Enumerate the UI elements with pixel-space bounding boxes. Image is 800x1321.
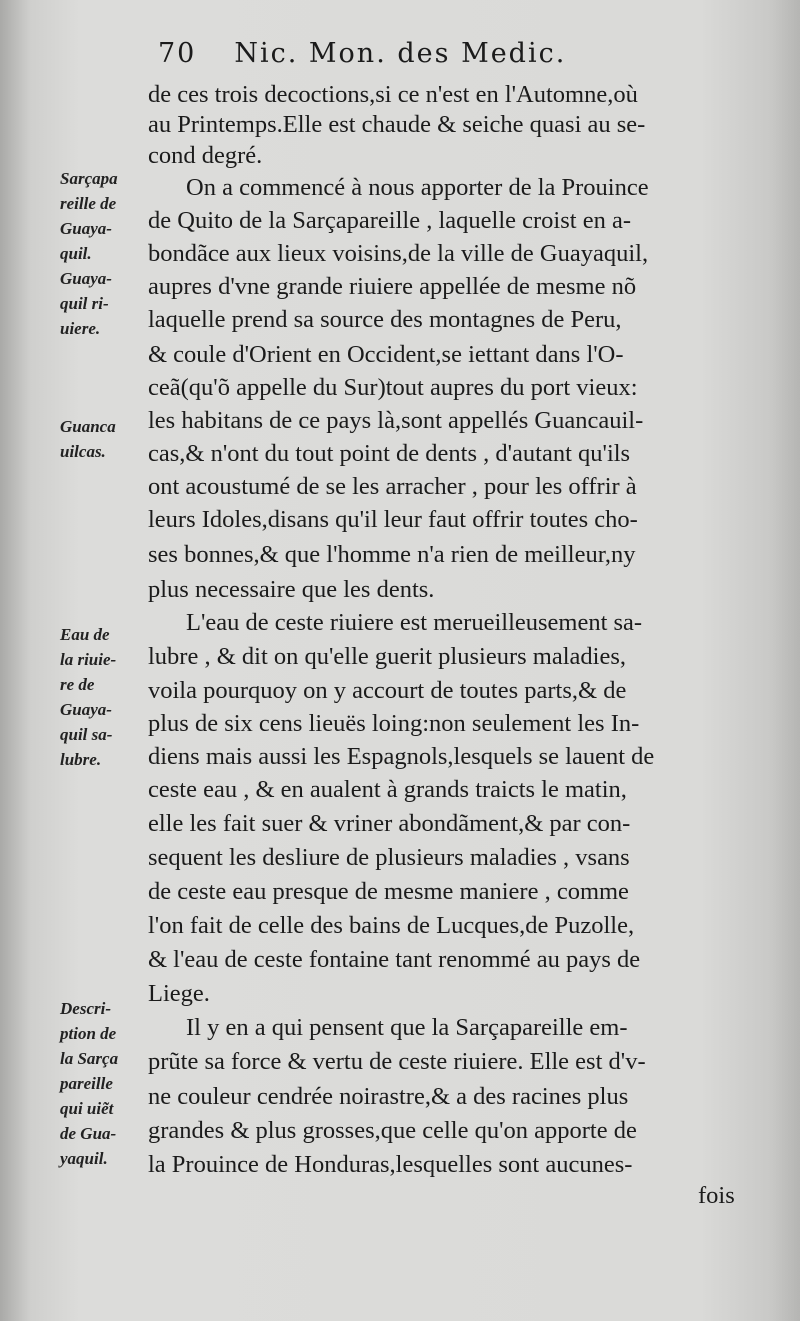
text-line: sequent les desliure de plusieurs maladies , vsans bbox=[148, 844, 630, 871]
text-line: prũte sa force & vertu de ceste riuiere. Elle est d'v- bbox=[148, 1048, 646, 1075]
text-line: aupres d'vne grande riuiere appellée de mesme nõ bbox=[148, 273, 637, 300]
text-line: leurs Idoles,disans qu'il leur faut offrir toutes cho- bbox=[148, 506, 638, 533]
text-line: Il y en a qui pensent que la Sarçapareille em- bbox=[186, 1014, 628, 1041]
text-line: On a commencé à nous apporter de la Prouince bbox=[186, 174, 649, 201]
text-line: bondãce aux lieux voisins,de la ville de Guayaquil, bbox=[148, 240, 649, 267]
margin-note: Eau de la riuie- re de Guaya- quil sa- lubre. bbox=[60, 625, 117, 769]
text-line: diens mais aussi les Espagnols,lesquels se lauent de bbox=[148, 743, 655, 770]
text-line: ont acoustumé de se les arracher , pour les offrir à bbox=[148, 473, 637, 500]
text-line: lubre , & dit on qu'elle guerit plusieurs maladies, bbox=[148, 643, 626, 670]
text-line: l'on fait de celle des bains de Lucques,de Puzolle, bbox=[148, 912, 635, 939]
text-line: la Prouince de Honduras,lesquelles sont aucunes- bbox=[148, 1151, 633, 1178]
text-line: Liege. bbox=[148, 980, 210, 1007]
catchword: fois bbox=[698, 1182, 735, 1209]
text-line: de Quito de la Sarçapareille , laquelle croist en a- bbox=[148, 207, 631, 234]
text-line: L'eau de ceste riuiere est merueilleusement sa- bbox=[186, 609, 643, 636]
margin-note: Sarçapa reille de Guaya- quil. Guaya- quil ri- uiere. bbox=[60, 169, 118, 338]
text-line: ne couleur cendrée noirastre,& a des racines plus bbox=[148, 1083, 629, 1110]
text-line: de ces trois decoctions,si ce n'est en l'Automne,où bbox=[148, 81, 638, 108]
margin-note: Descri- ption de la Sarça pareille qui uiẽt de Gua- yaquil. bbox=[60, 999, 119, 1168]
page-header bbox=[158, 38, 718, 78]
text-line: laquelle prend sa source des montagnes de Peru, bbox=[148, 306, 622, 333]
text-line: cond degré. bbox=[148, 142, 263, 169]
text-line: de ceste eau presque de mesme maniere , comme bbox=[148, 878, 629, 905]
page-number: 70 bbox=[158, 38, 197, 69]
text-line: les habitans de ce pays là,sont appellés Guancauil- bbox=[148, 407, 644, 434]
text-line: grandes & plus grosses,que celle qu'on apporte de bbox=[148, 1117, 637, 1144]
text-line: & coule d'Orient en Occident,se iettant dans l'O- bbox=[148, 341, 624, 368]
text-line: ses bonnes,& que l'homme n'a rien de meilleur,ny bbox=[148, 541, 636, 568]
text-line: ceã(qu'õ appelle du Sur)tout aupres du port vieux: bbox=[148, 374, 638, 401]
text-line: elle les fait suer & vriner abondãment,& par con- bbox=[148, 810, 631, 837]
text-line: & l'eau de ceste fontaine tant renommé au pays de bbox=[148, 946, 641, 973]
text-line: au Printemps.Elle est chaude & seiche quasi au se- bbox=[148, 111, 646, 138]
text-line: plus necessaire que les dents. bbox=[148, 576, 435, 603]
running-title: Nic. Mon. des Medic. bbox=[234, 38, 567, 69]
margin-note: Guanca uilcas. bbox=[60, 417, 116, 461]
text-line: plus de six cens lieuës loing:non seulement les In- bbox=[148, 710, 640, 737]
text-line: voila pourquoy on y accourt de toutes parts,& de bbox=[148, 677, 627, 704]
text-line: ceste eau , & en aualent à grands traicts le matin, bbox=[148, 776, 627, 803]
text-line: cas,& n'ont du tout point de dents , d'autant qu'ils bbox=[148, 440, 631, 467]
